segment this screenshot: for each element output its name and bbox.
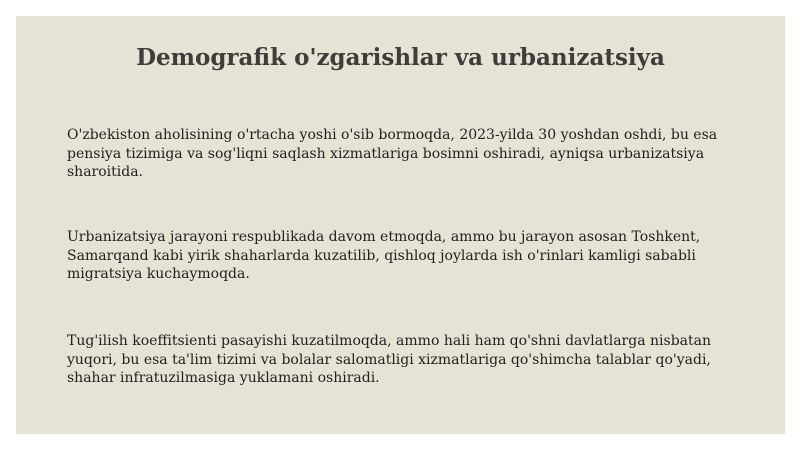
slide-title: Demografik o'zgarishlar va urbanizatsiya — [136, 44, 665, 71]
paragraph-birth-rate: Tug'ilish koeffitsienti pasayishi kuzatilmoqda, ammo hali ham qo'shni davlatlarga nisbatan yuqori, bu esa ta'lim tizimi va bolalar salomatligi xizmatlariga qo'shimcha talablar qo'yadi, shahar infratuzilmasiga yuklamani oshiradi. — [67, 333, 711, 386]
paragraph-urbanization: Urbanizatsiya jarayoni respublikada davom etmoqda, ammo bu jarayon asosan Toshkent, Samarqand kabi yirik shaharlarda kuzatilib, qishloq joylarda ish o'rinlari kamligi sababli migratsiya kuchaymoqda. — [67, 229, 701, 282]
paragraph-average-age: O'zbekiston aholisining o'rtacha yoshi o'sib bormoqda, 2023-yilda 30 yoshdan oshdi, bu esa pensiya tizimiga va sog'liqni saqlash xizmatlariga bosimni oshiradi, ayniqsa urbanizatsiya sharoitida. — [67, 127, 718, 180]
slide — [16, 16, 785, 434]
